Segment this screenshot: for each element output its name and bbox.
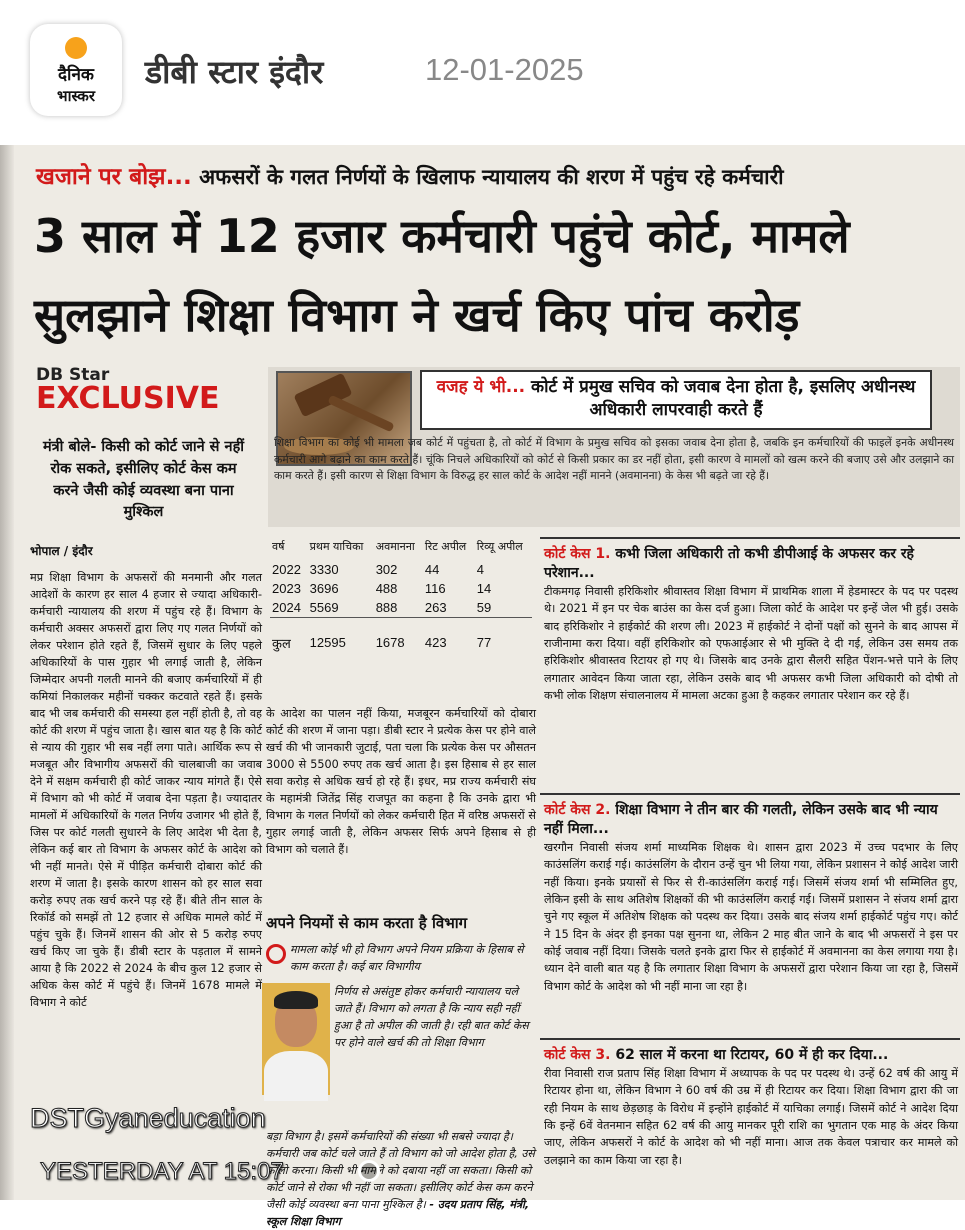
table-cell: 12595 [308, 617, 374, 654]
table-cell: 3696 [309, 580, 339, 596]
table-cell: 2024 [272, 599, 301, 615]
table-row [270, 560, 532, 579]
own-rules-side: निर्णय से असंतुष्ट होकर कर्मचारी न्यायालय चले जाते हैं। विभाग को लगता है कि न्याय सही नहीं हुआ है तो अपील की जाती है। रही बात कोर्ट केस पर होने वाले खर्च की तो शिक्षा विभाग [334, 985, 529, 1050]
headline-line1: 3 साल में 12 हजार कर्मचारी पहुंचे कोर्ट, मामले [34, 209, 850, 263]
why-title [420, 370, 932, 430]
case-label: कोर्ट केस 1. [544, 546, 611, 562]
gavel-handle [327, 395, 394, 433]
kicker-rest: अफसरों के गलत निर्णयों के खिलाफ न्यायालय की शरण में पहुंच रहे कर्मचारी [191, 165, 784, 189]
own-rules-rest-text: बड़ा विभाग है। इसमें कर्मचारियों की संख्या भी सबसे ज्यादा है। कर्मचारी जब कोर्ट चले जाते हैं तो विभाग को जो आदेश होता है, उसे फॉलो करना। किसी भी मामले को दबाया नहीं जा सकता। किसी को कोर्ट जाने से रोका भी नहीं जा सकता। इसीलिए कोर्ट केस कम करने जैसी कोई व्यवस्था बना पाना मुश्किल है। [266, 1130, 535, 1212]
case-divider [540, 1038, 960, 1040]
portrait-hair [274, 991, 318, 1009]
table-cell: 888 [375, 599, 398, 615]
table-cell: 423 [423, 617, 475, 654]
table-total-row [270, 617, 532, 654]
dainik-bhaskar-logo[interactable] [30, 24, 122, 116]
minister-quote: मंत्री बोले- किसी को कोर्ट जाने से नहीं रोक सकते, इसीलिए कोर्ट केस कम करने जैसी कोई व्यवस्था बना पाना मुश्किल [42, 439, 245, 521]
table-row [270, 579, 532, 598]
post-title: डीबी स्टार इंदौर [145, 53, 324, 91]
case-title-text: शिक्षा विभाग ने तीन बार की गलती, लेकिन उसके बाद भी न्याय नहीं मिला... [544, 802, 938, 837]
kicker-red: खजाने पर बोझ... [36, 164, 192, 190]
reaction-icon[interactable] [358, 1160, 380, 1182]
case-title [544, 1046, 958, 1065]
table-cell: 302 [375, 561, 398, 577]
table-cell: 4 [476, 561, 485, 577]
why-body: शिक्षा विभाग का कोई भी मामला जब कोर्ट में पहुंचता है, तो कोर्ट में विभाग के प्रमुख सचिव को इसका जवाब देना होता है, जबकि इन कर्मचारियों की फाइलें इनके अधीनस्थ कर्मचारी आगे बढ़ाने का काम करते हैं। चूंकि निचले अधिकारियों को कोर्ट से किसी प्रकार का डर नहीं होता, इसी कारण वे मामलों को खत्म करने की बजाए उसे और उलझाने का काम करते हैं। इसी कारण से शिक्षा विभाग के विरुद्ध हर साल कोर्ट के आदेश नहीं मानने (अवमानना) के केस भी बढ़ते जा रहे हैं। [274, 436, 954, 483]
table-cell: 116 [424, 580, 446, 596]
case-divider [540, 537, 960, 539]
table-cell: 488 [375, 580, 398, 596]
body-column-2: के आदेश का पालन नहीं किया, मजबूरन कर्मचारियों को दोबारा कोर्ट की शरण में जाना पड़ा। डीबी स्टार ने प्रत्येक केस पर होने वाले खर्च की भी जानकारी जुटाई, पता चला कि प्रत्येक केस पर औसतन 3000 से 5500 रुपए तक खर्च आता है। इस हिसाब से हर साल सवा करोड़ से अधिक खर्च हो रहे हैं। इधर, मप्र राज्य कर्मचारी संघ के महामंत्री जितेंद्र सिंह राजपूत का कहना है कि उनके द्वारा भी विभाग के गलत निर्णयों को लेकर कर्मचारी हित में वरिष्ठ अफसरों से गुहार लगाई जाती है, लेकिन अफसर सिर्फ अपने हिसाब से ही विभाग को चलाते हैं। [266, 707, 536, 857]
table-row [270, 598, 532, 618]
case-title-text: 62 साल में करना था रिटायर, 60 में ही कर दिया... [610, 1047, 889, 1063]
body-column-1: मप्र शिक्षा विभाग के अफसरों की मनमानी और गलत आदेशों के कारण हर साल 4 हजार से ज्यादा अधिकारी-कर्मचारी न्यायालय की शरण में पहुंच रहे हैं। विभाग के कर्मचारी अक्सर अफसरों द्वारा लिए गए गलत निर्णयों को लेकर परेशान होते रहते हैं, जिसमें सुधार के लिए पहले अधिकारियों के पास गुहार भी लगाई जाती है, लेकिन जिम्मेदार अपनी गलती मानने की बजाए कर्मचारियों में ही कमियां निकालकर महीनों चक्कर कटवाते रहते हैं। इसके बाद भी जब कर्मचारी की समस्या हल नहीं होती है, तो वह कोर्ट की शरण में पहुंच जाता है। खास बात यह है कि कोर्ट से न्याय की गुहार भी सब नहीं लगा पाते। आर्थिक रूप से मजबूत और विभागीय अफसरों की चालबाजी का जवाब देने में सक्षम कर्मचारी ही कोर्ट जाकर न्याय मांगते हैं। ऐसे में विभाग को भी कोर्ट में जवाब देना पड़ता है। ज्यादातर मामलों में अधिकारियों के गलत निर्णय उजागर भी होते हैं, जिस पर कोर्ट गलती सुधारने के लिए आदेश भी देता है, लेकिन कई बार तो विभाग के अफसर कोर्ट के आदेश को भी नहीं मानते। ऐसे में पीड़ित कर्मचारी दोबारा कोर्ट की शरण में जाता है। इसके कारण शासन को हर साल सवा करोड़ रुपए तक खर्च करने पड़ रहे हैं। बीते तीन साल के रिकॉर्ड को समझें तो 12 हजार से अधिक मामले कोर्ट में पहुंच चुके हैं। जिनमें शासन की ओर से 5 करोड़ रुपए खर्च किए जा चुके हैं। डीबी स्टार के पड़ताल में सामने आया है कि 2022 से 2024 के बीच कुल 12 हजार से अधिक केस कोर्ट में पहुंचे हैं। जिनमें 1678 मामले में विभाग ने कोर्ट [30, 571, 262, 1010]
quote-icon [266, 944, 286, 964]
minister-photo [262, 983, 330, 1095]
case-body: खरगौन निवासी संजय शर्मा माध्यमिक शिक्षक थे। शासन द्वारा 2023 में उच्च पदभार के लिए काउंसलिंग कराई गई। काउंसलिंग के दौरान उन्हें चुन भी लिया गया, लेकिन प्रशासन ने कोई आदेश जारी नहीं किया। इनके प्रयासों से फिर से री-काउंसलिंग कराई गई। जिसमें संजय शर्मा भी सम्मिलित हुए, लेकिन इसी के साथ अतिशेष शिक्षकों की भी काउंसलिंग कराई गई। जिसमें प्रशासन ने संजय शर्मा द्वारा चुने गए स्कूल में अतिशेष शिक्षक को पदस्थ कर दिया। उसके बाद संजय शर्मा हाईकोर्ट पहुंच गए। कोर्ट ने 15 दिन के अंदर ही इनका पक्ष सुनना था, लेकिन 2 माह बीत जाने के बाद भी अफसरों ने इस पर कोई जवाब नहीं दिया। जिसके चलते इनके द्वारा फिर से हाईकोर्ट में अवमानना का केस लगाया गया है। ध्यान देने वाली बात यह है कि लगातार शिक्षा विभाग के अफसरों द्वारा परेशान किया जा रहा है, जिसमें विभाग कोर्ट के आदेश को भी नहीं माना जा रहा है। [544, 840, 958, 993]
case-body: रीवा निवासी राज प्रताप सिंह शिक्षा विभाग में अध्यापक के पद पर पदस्थ थे। उन्हें 62 वर्ष की आयु में रिटायर होना था, लेकिन विभाग ने 60 वर्ष की उम्र में ही रिटायर कर दिया। शिक्षा विभाग द्वारा की जा रही नियम के साथ छेड़छाड़ के विरोध में इन्होंने हाईकोर्ट में याचिका लगाई। जिसमें कोर्ट ने आदेश दिया कि इन्हें 6वें वेतनमान सहित 62 वर्ष की आयु मानकर पूरी राशि का भुगतान एक माह के अंदर किया जाए, लेकिन अफसरों ने कोर्ट के आदेश को भी नहीं माना। आज तक केवल पत्राचार कर मामले को उलझाने का काम किया जा रहा है। [544, 1066, 958, 1167]
table-cell: 1678 [374, 617, 423, 654]
own-rules-lead: मामला कोई भी हो विभाग अपने नियम प्रक्रिया के हिसाब से काम करता है। कई बार विभागीय [290, 943, 524, 974]
logo-line2: भास्कर [57, 87, 95, 105]
why-title-red: वजह ये भी... [436, 377, 526, 397]
page-edge [0, 145, 14, 1200]
logo-line1: दैनिक [58, 65, 94, 85]
table-header: प्रथम याचिका [309, 540, 364, 553]
watermark: DSTGyaneducation [30, 1103, 266, 1133]
portrait-shirt [264, 1051, 328, 1101]
table-header: अवमानना [375, 540, 415, 553]
own-rules-heading: अपने नियमों से काम करता है विभाग [266, 914, 468, 932]
table-cell: 2023 [272, 580, 301, 596]
court-case-1 [544, 545, 958, 704]
table-cell: 44 [424, 561, 440, 577]
case-title-text: कभी जिला अधिकारी तो कभी डीपीआई के अफसर कर रहे परेशान... [544, 546, 914, 581]
why-title-rest: कोर्ट में प्रमुख सचिव को जवाब देना होता है, इसलिए अधीनस्थ अधिकारी लापरवाही करते हैं [525, 377, 916, 420]
post-date: 12-01-2025 [425, 52, 584, 87]
case-divider [540, 793, 960, 795]
case-title [544, 801, 958, 839]
case-title [544, 545, 958, 583]
dateline: भोपाल / इंदौर [30, 544, 93, 558]
own-rules-rest [266, 1128, 536, 1230]
exclusive-top: DB Star [36, 365, 110, 385]
sun-icon [65, 37, 87, 59]
newspaper-clipping [0, 145, 965, 1229]
table-cell: कुल [270, 617, 308, 654]
court-case-3 [544, 1046, 958, 1169]
exclusive-main: EXCLUSIVE [36, 381, 220, 416]
exclusive-badge [36, 367, 256, 414]
table-cell: 3330 [309, 561, 339, 577]
table-cell: 5569 [309, 599, 339, 615]
court-case-2 [544, 801, 958, 995]
table-header: वर्ष [272, 540, 285, 553]
post-header [0, 0, 965, 145]
table-header: रिट अपील [424, 540, 467, 553]
table-header: रिव्यू अपील [476, 540, 523, 553]
table-cell: 14 [476, 580, 492, 596]
case-label: कोर्ट केस 3. [544, 1047, 611, 1063]
table-cell: 263 [424, 599, 447, 615]
table-header-row [270, 540, 532, 560]
kicker-line [36, 159, 784, 191]
headline-line2: सुलझाने शिक्षा विभाग ने खर्च किए पांच करोड़ [34, 288, 800, 342]
table-cell: 2022 [272, 561, 301, 577]
table-cell: 59 [476, 599, 492, 615]
table-cell: 77 [475, 617, 532, 654]
stats-table [270, 540, 532, 654]
case-label: कोर्ट केस 2. [544, 802, 611, 818]
own-rules-attribution: - उदय प्रताप सिंह, मंत्री, स्कूल शिक्षा विभाग [266, 1198, 530, 1229]
post-timestamp: YESTERDAY AT 15:07 [40, 1158, 284, 1185]
case-body: टीकमगढ़ निवासी हरिकिशोर श्रीवास्तव शिक्षा विभाग में प्राथमिक शाला में हेडमास्टर के पद पर पदस्थ थे। 2021 में इन पर चेक बाउंस का केस दर्ज हुआ। जिला कोर्ट के आदेश पर इन्हें जेल भी हुई। उसके बाद हरिकिशोर ने हाईकोर्ट की शरण ली। 2023 में हाईकोर्ट ने दोनों पक्षों को सुनने के बाद आपस में राजीनामा करा दिया। वहीं हरिकिशोर को एफआईआर से भी मुक्ति दे दी गई, लेकिन उस समय तक हरिकिशोर श्रीवास्तव रिटायर हो गए थे। जिसके बाद उनके द्वारा सैलरी सहित पेंशन-भत्ते पाने के लिए लगातार आवेदन किया जाता रहा, लेकिन उसके बाद भी अफसर कभी जिला अधिकारी को दोषी तो कभी लोक शिक्षण संचालनालय में मामला अटका हुआ है कहकर लगातार परेशान कर रहे हैं। [544, 584, 958, 702]
